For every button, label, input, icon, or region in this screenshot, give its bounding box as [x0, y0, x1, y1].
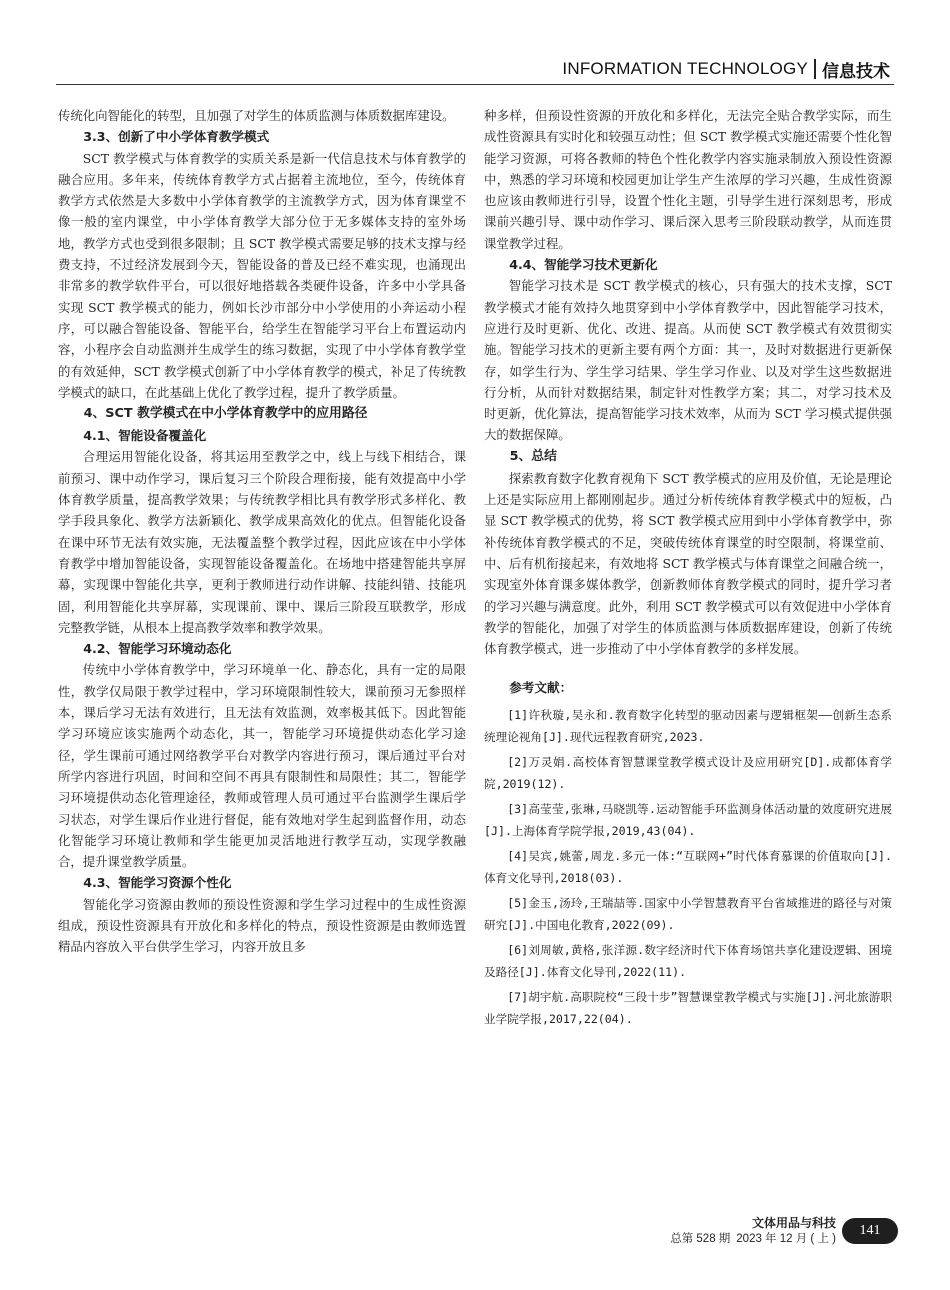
header-rule [56, 84, 894, 85]
section-heading-4: 4、SCT 教学模式在中小学体育教学中的应用路径 [83, 406, 368, 422]
references [484, 677, 892, 1030]
journal-name: 文体用品与科技 [751, 1216, 836, 1230]
section-heading-3-3: 3.3、创新了中小学体育教学模式 [83, 129, 270, 145]
paragraph: 合理运用智能化设备，将其运用至教学之中，线上与线下相结合，课前预习、课中动作学习，课后复习三个阶段合理衔接，能有效提高中小学体育教学质量，提高教学效果；与传统教学相比具有教学形式多样化、教学手段具象化、教学方法新颖化、教学成果高效化的优点。但智能化设备在课中环节无法有效实施，无法覆盖整个教学过程，因此应该在中小学体育教学中增加智能设备，实现智能设备覆盖化。在场地中搭建智能共享屏幕，实现课中智能化共享，更利于教师进行动作讲解、技能纠错、技能巩固，利用智能化共享屏幕，实现课前、课中、课后三阶段互联教学，形成完整教学链，从根本上提高教学效率和教学效果。 [58, 449, 466, 635]
section-heading-4-3: 4.3、智能学习资源个性化 [83, 875, 232, 891]
section-heading-4-2: 4.2、智能学习环境动态化 [83, 641, 232, 657]
page-footer [664, 1211, 898, 1251]
reference-item: [6]刘周敏,黄格,张洋源.数字经济时代下体育场馆共享化建设逻辑、困境及路径[J].体育文化导刊,2022(11). [484, 943, 892, 979]
issue-number: 总第 528 期 [670, 1233, 731, 1245]
section-heading-5: 5、总结 [509, 448, 557, 464]
section-heading-4-4: 4.4、智能学习技术更新化 [509, 257, 658, 273]
paragraph: 探索教育数字化教育视角下 SCT 教学模式的应用及价值，无论是理论上还是实际应用上都刚刚起步。通过分析传统体育教学模式中的短板，凸显 SCT 教学模式的优势，将 SCT 教学模式应用到中小学体育教学中，弥补传统体育教学模式的不足，突破传统体育课堂的时空限制，将课堂前、中、后有机衔接起来，有效地将 SCT 教学模式与体育课堂之间融合统一，实现室外体育课多媒体教学，创新教师体育教学模式的同时，提升学习者的学习兴趣与满意度。此外，利用 SCT 教学模式可以有效促进中小学体育教学的智能化，加强了对学生的体质监测与体质数据库建设，创新了传统体育教学模式，进一步推动了中小学体育教学的多样发展。 [484, 470, 892, 657]
footer-meta [664, 1215, 836, 1247]
section-heading-4-1: 4.1、智能设备覆盖化 [83, 428, 207, 444]
section-title-cn: 信息技术 [822, 61, 890, 81]
running-header [562, 56, 890, 82]
issue-date: 2023 年 12 月 ( 上 ) [736, 1233, 836, 1245]
reference-item: [4]吴宾,姚蕾,周龙.多元一体:“互联网+”时代体育慕课的价值取向[J].体育文化导刊,2018(03). [484, 849, 892, 885]
paragraph: 传统中小学体育教学中，学习环境单一化、静态化，具有一定的局限性，教学仅局限于教学过程中，学习环境限制性较大，课前预习无参照样本，课后学习无法有效进行，且无法有效监测，效率极其低下。因此智能学习环境应该实施两个动态化，其一，智能学习环境提供动态化学习途径，学生课前可通过网络教学平台对教学内容进行预习，课后通过平台对所学内容进行巩固，时间和空间不再具有限制性和局限性；其二，智能学习环境提供动态化管理途径，教师或管理人员可通过平台监测学生课后学习状态，对学生课后作业进行督促，能有效地对学生起到监督作用，动态化智能学习环境让教师和学生能更加灵活地进行教学互动，实现学教融合，提升课堂教学质量。 [58, 662, 466, 870]
reference-item: [3]高莹莹,张琳,马晓凯等.运动智能手环监测身体活动量的效度研究进展[J].上海体育学院学报,2019,43(04). [484, 802, 892, 838]
reference-item: [5]金玉,汤玲,王瑞喆等.国家中小学智慧教育平台省域推进的路径与对策研究[J].中国电化教育,2022(09). [484, 896, 892, 932]
left-column [58, 105, 466, 958]
issue-info [664, 1231, 836, 1247]
header-separator [814, 59, 816, 79]
section-title-en: INFORMATION TECHNOLOGY [562, 59, 808, 78]
paragraph: 智能学习技术是 SCT 教学模式的核心，只有强大的技术支撑，SCT 教学模式才能有效持久地贯穿到中小学体育教学中，因此智能学习技术，应进行及时更新、优化、改进、提高。从而使 SCT 教学模式有效贯彻实施。智能学习技术的更新主要有两个方面：其一，及时对数据进行更新保存，如学生行为、学生学习结果、学生学习作业、以及对学生这些数据进行分析，从而针对数据结果，制定针对性教学方案；其二，对学习技术及时更新，优化算法，提高智能学习技术效率，从而为 SCT 学习模式提供强大的数据保障。 [484, 278, 892, 443]
reference-item: [2]万灵娟.高校体育智慧课堂教学模式设计及应用研究[D].成都体育学院,2019(12). [484, 755, 892, 791]
paragraph: 种多样，但预设性资源的开放化和多样化，无法完全贴合教学实际，而生成性资源具有实时化和较强互动性；但 SCT 教学模式实施还需要个性化智能学习资源，可将各教师的特色个性化教学内容实施录制放入预设性资源中，熟悉的学习环境和校园更加让学生产生浓厚的学习兴趣，生成性资源也应该由教师进行引导，设置个性化主题，引导学生进行深刻思考，形成课前兴趣引导、课中动作学习、课后深入思考三阶段联动教学，从而连贯课堂教学过程。 [484, 108, 892, 251]
reference-item: [7]胡宇航.高职院校“三段十步”智慧课堂教学模式与实施[J].河北旅游职业学院学报,2017,22(04). [484, 990, 892, 1026]
right-column [484, 105, 892, 1034]
reference-item: [1]许秋璇,吴永和.教育数字化转型的驱动因素与逻辑框架——创新生态系统理论视角[J].现代远程教育研究,2023. [484, 708, 892, 744]
paragraph: 智能化学习资源由教师的预设性资源和学生学习过程中的生成性资源组成，预设性资源具有开放化和多样化的特点，预设性资源是由教师选置精品内容放入平台供学生学习，内容开放且多 [58, 896, 466, 955]
page-number: 141 [842, 1218, 898, 1244]
references-title: 参考文献： [509, 680, 573, 696]
paragraph: 传统化向智能化的转型，且加强了对学生的体质监测与体质数据库建设。 [58, 108, 455, 123]
paragraph: SCT 教学模式与体育教学的实质关系是新一代信息技术与体育教学的融合应用。多年来，传统体育教学方式占据着主流地位，至今，传统体育教学方式依然是大多数中小学体育教学的主流教学方式，因为体育课堂不像一般的室内课堂，中小学体育教学大部分位于无多媒体支持的室外场地，教学方式也受到很多限制；且 SCT 教学模式需要足够的技术支撑与经费支持，不过经济发展到今天，智能设备的普及已经不难实现，也涌现出非常多的教学软件平台，可以很好地搭载各类硬件设备，许多中小学具备实现 SCT 教学模式的能力，例如长沙市部分中小学使用的小奔运动小程序，可以融合智能设备、智能平台，给学生在智能学习平台上布置运动内容，小程序会自动监测并生成学生的练习数据，实现了中小学体育教学堂的有效延伸，SCT 教学模式创新了中小学体育教学的模式，补足了传统教学模式的缺口，在此基础上优化了教学过程，提升了教学质量。 [58, 150, 466, 400]
